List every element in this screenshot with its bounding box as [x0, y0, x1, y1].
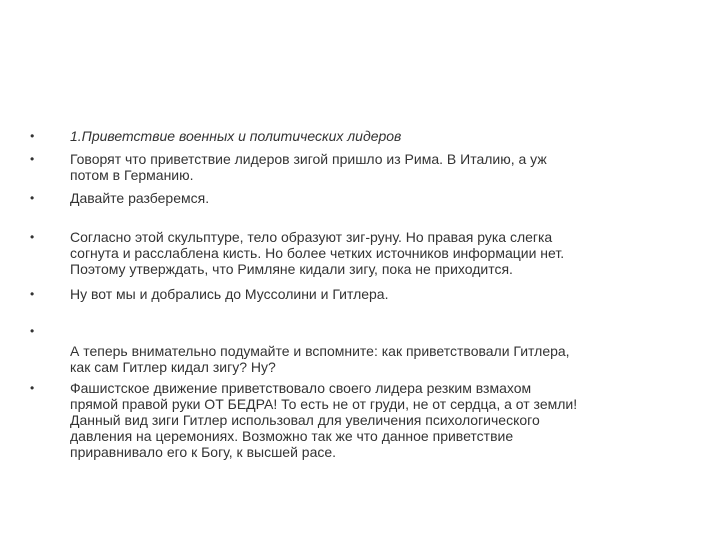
bullet-text-line: Фашистское движение приветствовало своего лидера резким взмахом — [70, 380, 532, 396]
bullet-icon: • — [30, 287, 35, 301]
bullet-text-line: Согласно этой скульптуре, тело образуют зиг-руну. Но правая рука слегка — [70, 229, 553, 245]
bullet-text-line: согнута и расслаблена кисть. Но более четких источников информации нет. — [70, 245, 565, 261]
bullet-text-line: Поэтому утверждать, что Римляне кидали зигу, пока не приходится. — [70, 261, 513, 277]
bullet-text-line: Данный вид зиги Гитлер использовал для увеличения психологического — [70, 412, 540, 428]
bullet-text-line: потом в Германию. — [70, 167, 194, 183]
bullet-item — [30, 380, 710, 460]
bullet-text-line: приравнивало его к Богу, к высшей расе. — [70, 444, 337, 460]
bullet-item — [30, 151, 710, 183]
bullet-icon: • — [30, 152, 35, 166]
bullet-text-line: прямой правой руки ОТ БЕДРА! То есть не от груди, не от сердца, а от земли! — [70, 396, 578, 412]
bullet-text-line: как сам Гитлер кидал зигу? Ну? — [70, 359, 276, 375]
bullet-icon: • — [30, 230, 35, 244]
bullet-text-line: давления на церемониях. Возможно так же что данное приветствие — [70, 428, 514, 444]
bullet-item — [30, 229, 710, 277]
bullet-text-line: Говорят что приветствие лидеров зигой пришло из Рима. В Италию, а уж — [70, 151, 547, 167]
bullet-icon: • — [30, 191, 35, 205]
bullet-text: 1.Приветствие военных и политических лидеров — [70, 128, 402, 144]
bullet-item-title — [30, 128, 710, 144]
bullet-item — [30, 286, 710, 302]
bullet-text-line: Ну вот мы и добрались до Муссолини и Гитлера. — [70, 286, 389, 302]
bullet-item-empty — [30, 323, 34, 339]
bullet-item — [70, 343, 710, 375]
bullet-text-line: Давайте разберемся. — [70, 190, 210, 206]
bullet-item — [30, 190, 710, 206]
bullet-icon: • — [30, 129, 35, 143]
bullet-icon: • — [30, 381, 35, 395]
bullet-icon: • — [30, 324, 35, 338]
bullet-text-line: А теперь внимательно подумайте и вспомните: как приветствовали Гитлера, — [70, 343, 570, 359]
